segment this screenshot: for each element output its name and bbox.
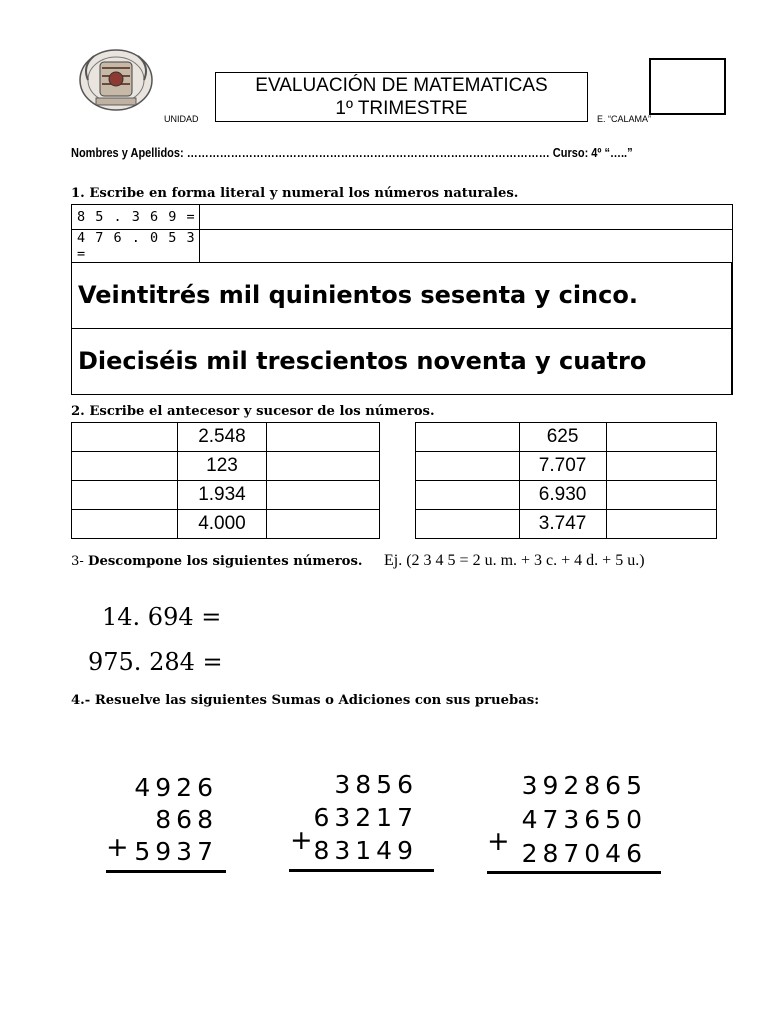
q1-title: 1. Escribe en forma literal y numeral los números naturales. (71, 186, 519, 201)
addend: 392865 (521, 771, 647, 800)
plus-sign: + (106, 832, 129, 863)
addend: 4926 (134, 773, 218, 802)
plus-sign: + (487, 826, 510, 857)
sum-problem-3 (487, 769, 661, 874)
addend: 5937 (134, 837, 218, 866)
sum-rule (106, 870, 226, 873)
q1-table (71, 204, 733, 395)
table-row (72, 263, 733, 329)
number-cell: 3.747 (519, 510, 606, 539)
answer-cell[interactable] (731, 263, 732, 329)
predecessor-cell[interactable] (72, 481, 178, 510)
addend: 83149 (313, 836, 418, 865)
q2-table-left (71, 422, 380, 539)
successor-cell[interactable] (266, 481, 379, 510)
predecessor-cell[interactable] (72, 510, 178, 539)
successor-cell[interactable] (606, 452, 716, 481)
literal-cell: Veintitrés mil quinientos sesenta y cinco. (72, 263, 732, 329)
successor-cell[interactable] (266, 510, 379, 539)
numeral-cell: 4 7 6 . 0 5 3 = (72, 230, 200, 263)
addend: 63217 (313, 803, 418, 832)
addend: 868 (155, 805, 218, 834)
predecessor-cell[interactable] (416, 452, 520, 481)
table-row (416, 481, 717, 510)
predecessor-cell[interactable] (72, 423, 178, 452)
table-row (72, 510, 380, 539)
plus-sign: + (290, 825, 313, 856)
sum-rule (289, 869, 434, 872)
number-cell: 2.548 (178, 423, 266, 452)
school-label: E. “CALAMA” (597, 114, 652, 124)
answer-cell[interactable] (200, 205, 733, 230)
table-row (72, 481, 380, 510)
q3-prefix: 3- (71, 554, 89, 569)
student-name-line[interactable]: Nombres y Apellidos: ……………………………………………………………………………………… Curso: 4º “…..” (71, 146, 633, 160)
unit-label: UNIDAD (164, 114, 199, 124)
numeral-cell: 8 5 . 3 6 9 = (72, 205, 200, 230)
number-cell: 7.707 (519, 452, 606, 481)
q3-title-line (71, 554, 363, 569)
successor-cell[interactable] (606, 423, 716, 452)
q4-title: 4.- Resuelve las siguientes Sumas o Adiciones con sus pruebas: (71, 693, 540, 708)
sum-problem-2 (289, 768, 434, 872)
exam-title-line1: EVALUACIÓN DE MATEMATICAS (255, 75, 548, 96)
q2-title: 2. Escribe el antecesor y sucesor de los números. (71, 404, 435, 419)
school-logo (78, 46, 154, 112)
table-row (416, 423, 717, 452)
successor-cell[interactable] (266, 423, 379, 452)
exam-title-line2: 1º TRIMESTRE (335, 98, 468, 119)
table-row (416, 452, 717, 481)
table-row (72, 423, 380, 452)
table-row (72, 205, 733, 230)
number-cell: 1.934 (178, 481, 266, 510)
number-cell: 6.930 (519, 481, 606, 510)
successor-cell[interactable] (606, 481, 716, 510)
successor-cell[interactable] (266, 452, 379, 481)
table-row (416, 510, 717, 539)
grade-box[interactable] (649, 58, 726, 115)
decompose-item: 14. 694 = (102, 603, 222, 631)
table-row (72, 329, 733, 395)
number-cell: 4.000 (178, 510, 266, 539)
answer-cell[interactable] (200, 230, 733, 263)
table-row (72, 452, 380, 481)
q3-title: Descompone los siguientes números. (88, 554, 363, 569)
predecessor-cell[interactable] (416, 423, 520, 452)
predecessor-cell[interactable] (416, 481, 520, 510)
literal-cell: Dieciséis mil trescientos noventa y cuatro (72, 329, 732, 395)
predecessor-cell[interactable] (416, 510, 520, 539)
number-cell: 123 (178, 452, 266, 481)
predecessor-cell[interactable] (72, 452, 178, 481)
table-row (72, 230, 733, 263)
addend: 473650 (521, 805, 647, 834)
exam-title-box (215, 72, 588, 122)
sum-rule (487, 871, 661, 874)
answer-cell[interactable] (731, 329, 732, 395)
decompose-item: 975. 284 = (88, 648, 223, 676)
addend: 287046 (521, 839, 647, 868)
successor-cell[interactable] (606, 510, 716, 539)
addend: 3856 (334, 770, 418, 799)
q3-example: Ej. (2 3 4 5 = 2 u. m. + 3 c. + 4 d. + 5 u.) (384, 552, 645, 569)
q2-table-right (415, 422, 717, 539)
number-cell: 625 (519, 423, 606, 452)
